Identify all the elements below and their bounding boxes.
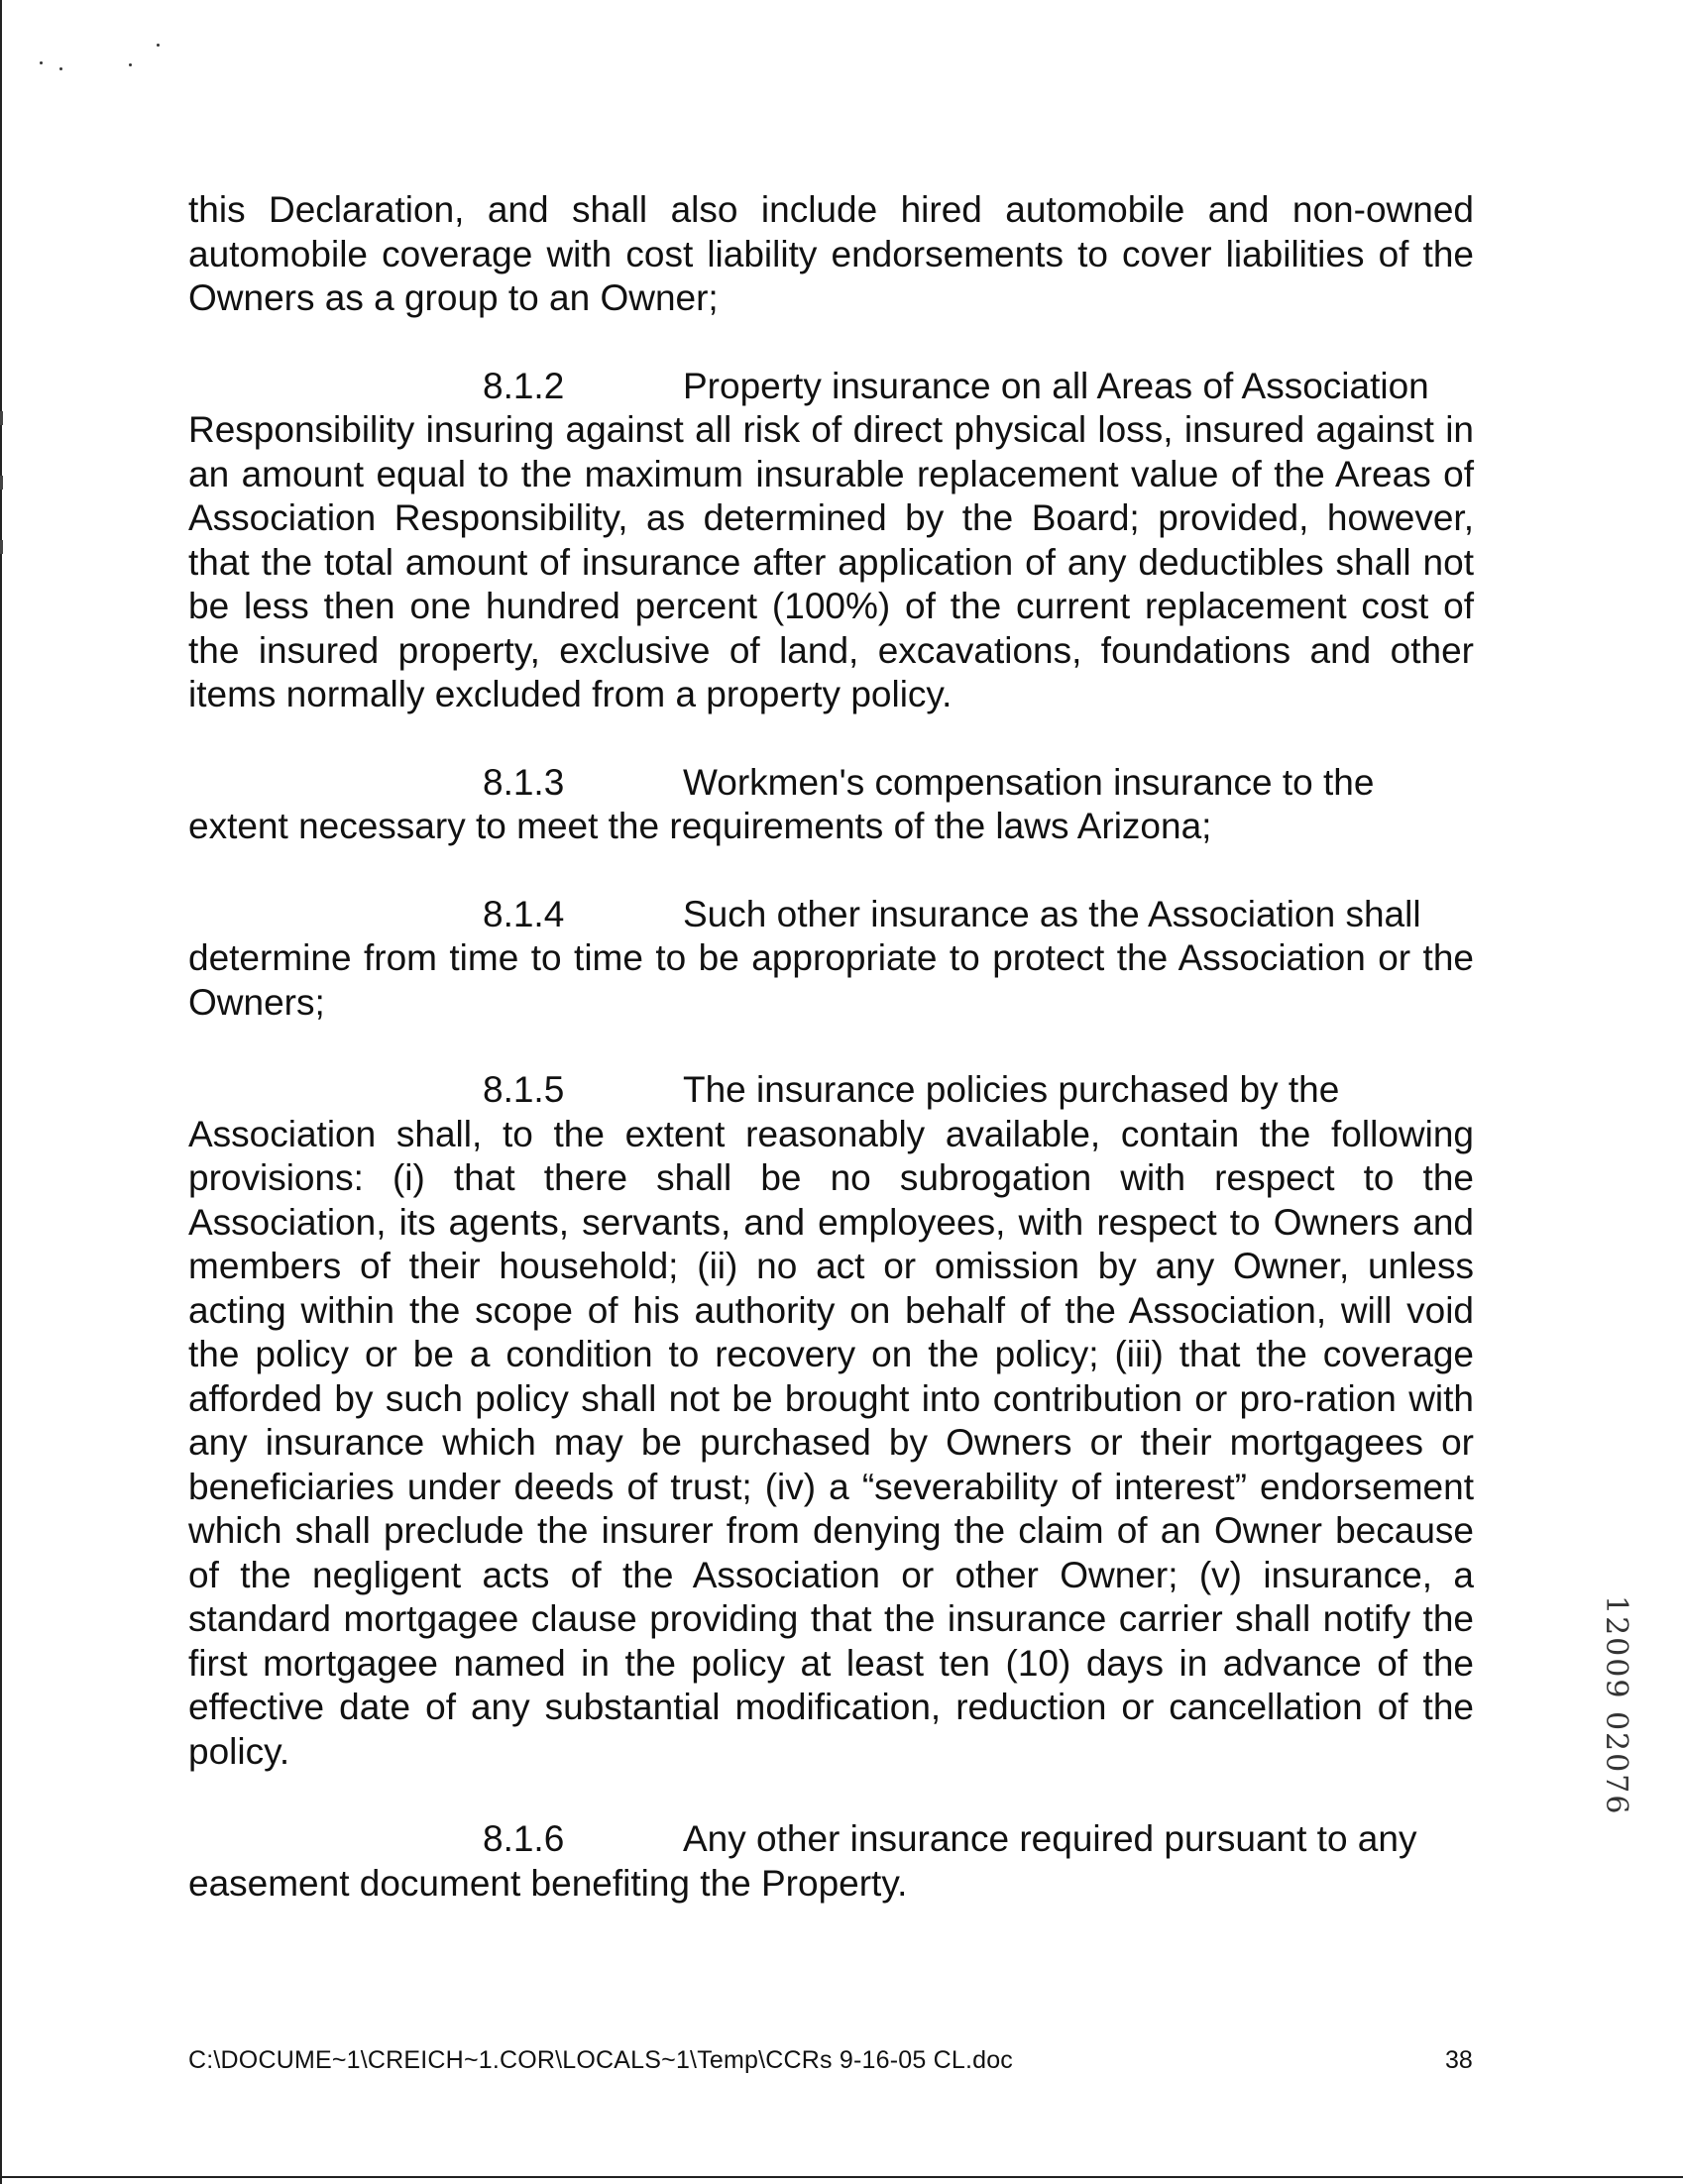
section-lead-text: Property insurance on all Areas of Association <box>683 365 1429 406</box>
scan-speck <box>40 61 43 64</box>
section-lead-text: Any other insurance required pursuant to any <box>683 1818 1417 1859</box>
paragraph-text: this Declaration, and shall also include hired automobile and non-owned automobile coverage with cost liability endorsements to cover liabilities of the Owners as a group to an Owner; <box>188 189 1474 318</box>
scan-bottom-edge <box>0 2176 1683 2178</box>
section-lead-line <box>188 1068 1474 1113</box>
section-lead-line <box>188 365 1474 409</box>
section-lead-text: The insurance policies purchased by the <box>683 1069 1340 1110</box>
section-8-1-4 <box>188 893 1474 1026</box>
scan-left-edge <box>0 0 2 2184</box>
document-body <box>188 188 1474 1949</box>
section-number: 8.1.5 <box>483 1069 565 1110</box>
scan-margin-mark <box>0 476 3 490</box>
section-8-1-2 <box>188 365 1474 717</box>
section-number: 8.1.6 <box>483 1818 565 1859</box>
section-text: determine from time to time to be appropriate to protect the Association or the Owners; <box>188 937 1474 1023</box>
recording-stamp: 12009 02076 <box>1599 1595 1633 1816</box>
section-text: easement document benefiting the Property. <box>188 1862 908 1904</box>
section-lead-line <box>188 893 1474 937</box>
scan-speck <box>129 63 132 66</box>
section-text: Association shall, to the extent reasonably available, contain the following provisions: (i) that there shall be no subrogation with respect to the Association, its agents, servants, and employees, with respect to Owners and members of their household; (ii) no act or omission by any Owner, unless acting within the scope of his authority on behalf of the Association, will void the policy or be a condition to recovery on the policy; (iii) that the coverage afforded by such policy shall not be brought into contribution or pro-ration with any insurance which may be purchased by Owners or their mortgagees or beneficiaries under deeds of trust; (iv) a “severability of interest” endorsement which shall preclude the insurer from denying the claim of an Owner because of the negligent acts of the Association or other Owner; (v) insurance, a standard mortgagee clause providing that the insurance carrier shall notify the first mortgagee named in the policy at least ten (10) days in advance of the effective date of any substantial modification, reduction or cancellation of the policy. <box>188 1113 1474 1772</box>
section-text: extent necessary to meet the requirements of the laws Arizona; <box>188 806 1212 846</box>
section-lead-line <box>188 761 1474 806</box>
paragraph-continuation <box>188 188 1474 321</box>
page-number: 38 <box>1445 2046 1473 2074</box>
section-number: 8.1.3 <box>483 761 565 803</box>
section-text: Responsibility insuring against all risk of direct physical loss, insured against in an amount equal to the maximum insurable replacement value of the Areas of Association Responsibility, as determined by the Board; provided, however, that the total amount of insurance after application of any deductibles shall not be less then one hundred percent (100%) of the current replacement cost of the insured property, exclusive of land, excavations, foundations and other items normally excluded from a property policy. <box>188 409 1474 714</box>
section-lead-text: Workmen's compensation insurance to the <box>683 761 1375 803</box>
section-8-1-3 <box>188 761 1474 849</box>
footer-file-path: C:\DOCUME~1\CREICH~1.COR\LOCALS~1\Temp\CCRs 9-16-05 CL.doc <box>188 2046 1014 2074</box>
scan-margin-mark <box>0 411 3 425</box>
section-lead-line <box>188 1817 1474 1862</box>
section-8-1-5 <box>188 1068 1474 1774</box>
section-number: 8.1.2 <box>483 365 565 406</box>
scan-margin-mark <box>0 540 3 554</box>
scan-speck <box>157 44 160 47</box>
section-number: 8.1.4 <box>483 893 565 934</box>
scan-speck <box>59 67 62 70</box>
section-8-1-6 <box>188 1817 1474 1906</box>
section-lead-text: Such other insurance as the Association shall <box>683 893 1421 934</box>
